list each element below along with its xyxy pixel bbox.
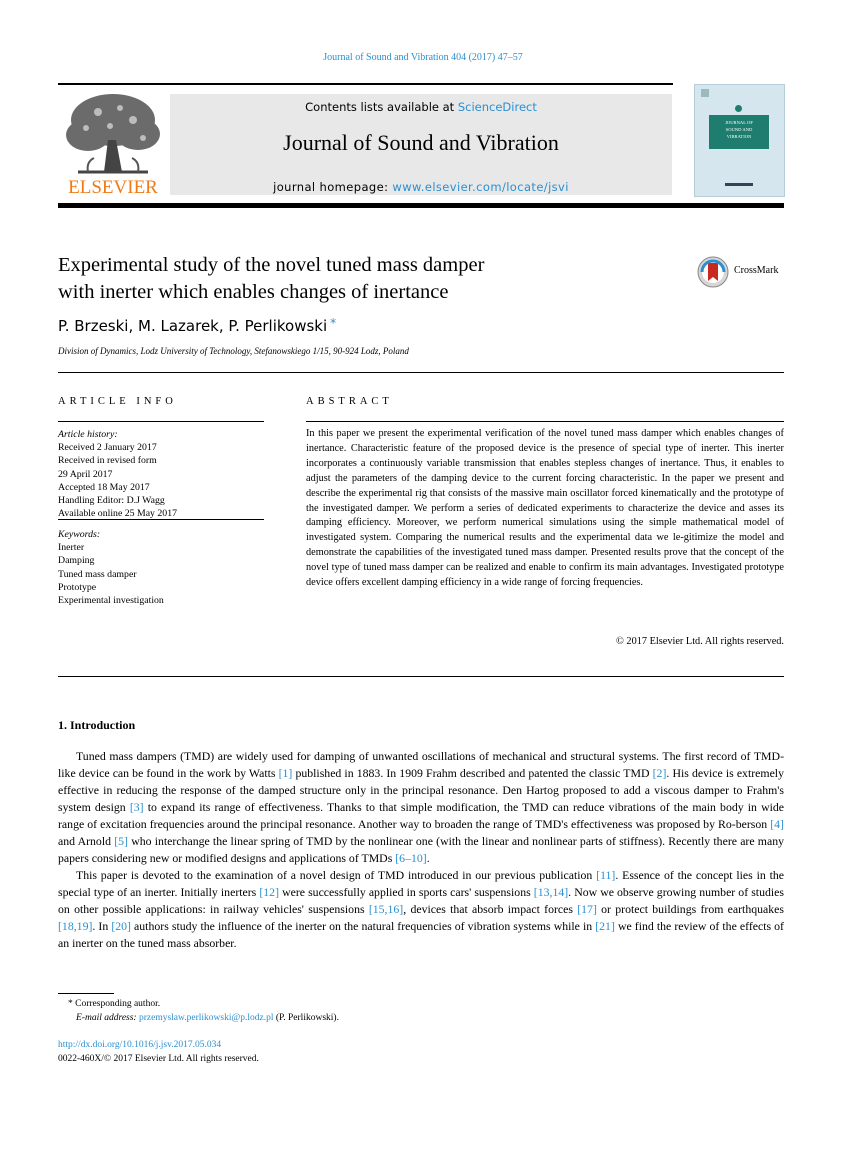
article-info-rule	[58, 519, 264, 520]
homepage-link[interactable]: www.elsevier.com/locate/jsvi	[392, 180, 569, 194]
introduction-paragraph	[58, 867, 784, 952]
corresponding-author-note	[58, 998, 758, 1012]
issn-line: 0022-460X/© 2017 Elsevier Ltd. All rights reserved.	[58, 1054, 259, 1064]
paragraph-text: to expand its range of effectiveness. Thanks to that simple modification, the TMD can reduce vibrations of the main body in wide range of excitation frequencies around the principal resonance. Another way to broaden the range of TMD's effectiveness was proposed by Ro-berson	[58, 800, 784, 831]
introduction-body	[58, 748, 784, 952]
reference-link[interactable]: [5]	[114, 834, 128, 848]
history-item: Handling Editor: D.J Wagg	[58, 495, 165, 507]
reference-link[interactable]: [20]	[111, 919, 131, 933]
introduction-paragraph	[58, 748, 784, 867]
elsevier-tree-icon	[58, 90, 168, 198]
paragraph-text: and Arnold	[58, 834, 115, 848]
history-label: Article history:	[58, 429, 118, 440]
sciencedirect-link[interactable]: ScienceDirect	[457, 100, 537, 114]
abstract-text: In this paper we present the experimental verification of the novel tuned mass damper which enables changes of inertance. Characteristic feature of the proposed device is the presence of special type of inerter. This inerter incorporates a continuously variable transmission that enables stepless changes of inertance. Thus, it enables to adjust the parameters of the damping device to the current forcing characteristic. In the paper we present and describe the experimental rig that consists of the massive main oscillator forced kinematically and the prototype of the investigated damper. We perform a series of dedicated experiments to characterize the device and asses its damping efficiency. Moreover, we perform numerical simulations using the simple mathematical model of investigated system. Comparing the numerical results and the experimental data we le-gitimize the model and demonstrate the capabilities of the investigated tuned mass damper. Presented results prove that the concept of the novel type of tuned mass damper can be realized and enable to confirm its main advantages. Investigated prototype device offers excellent damping efficiency in a wide range of forcing frequencies.	[306, 428, 784, 589]
header-bottom-rule	[58, 203, 784, 208]
paper-title-line: Experimental study of the novel tuned mass damper	[58, 254, 485, 276]
reference-link[interactable]: [6–10]	[395, 851, 427, 865]
history-item: 29 April 2017	[58, 468, 113, 480]
reference-link[interactable]: [4]	[770, 817, 784, 831]
reference-link[interactable]: [13,14]	[533, 885, 569, 899]
contents-line	[170, 100, 672, 114]
cover-title-line: JOURNAL OF	[725, 120, 753, 125]
footnote-rule	[58, 993, 114, 994]
paragraph-text: we find the review of the effects of an inerter on the tuned mass absorber.	[58, 919, 784, 950]
article-history	[58, 428, 264, 520]
keywords	[58, 528, 264, 607]
reference-link[interactable]: [17]	[577, 902, 597, 916]
header-top-rule	[58, 83, 673, 85]
paper-title	[58, 252, 658, 306]
abstract-copyright: © 2017 Elsevier Ltd. All rights reserved.	[616, 636, 784, 647]
affiliation: Division of Dynamics, Lodz University of Technology, Stefanowskiego 1/15, 90-924 Lodz, Poland	[58, 346, 409, 356]
paragraph-text: . Essence of the concept lies in the special type of an inerter. Initially inerters	[58, 868, 784, 899]
email-suffix: (P. Perlikowski).	[273, 1012, 339, 1023]
paragraph-text: authors study the influence of the inerter on the natural frequencies of vibration systems while in	[130, 919, 596, 933]
article-info-rule	[58, 421, 264, 422]
keyword-item: Prototype	[58, 581, 97, 593]
keyword-item: Tuned mass damper	[58, 568, 137, 580]
section-heading-introduction: 1. Introduction	[58, 718, 136, 732]
crossmark-icon	[697, 256, 731, 288]
cover-title-line: SOUND AND	[725, 127, 753, 132]
article-info-heading: ARTICLE INFO	[58, 396, 177, 407]
author-list	[58, 316, 336, 335]
abstract-heading: ABSTRACT	[306, 396, 393, 407]
paragraph-text: . His device is extremely effective in reducing the response of the damped structure only in the principal resonance. Den Hartog proposed to add a viscous damper to Frahm's system design	[58, 766, 784, 814]
paragraph-text: published in 1883. In 1909 Frahm described and patented the classic TMD	[292, 766, 653, 780]
contents-prefix: Contents lists available at	[305, 100, 458, 114]
corresponding-label: Corresponding author.	[72, 999, 161, 1009]
reference-link[interactable]: [1]	[278, 766, 293, 780]
reference-link[interactable]: [15,16]	[368, 902, 404, 916]
keyword-item: Damping	[58, 555, 95, 567]
cover-logo-icon	[701, 89, 709, 97]
footnote	[58, 998, 758, 1025]
doi-block	[58, 1038, 259, 1066]
cover-publisher-mark	[725, 183, 753, 186]
paper-title-line: with inerter which enables changes of inertance	[58, 281, 449, 303]
reference-link[interactable]: [11]	[596, 868, 616, 882]
corresponding-author-mark[interactable]: *	[330, 316, 337, 330]
footnote-mark: *	[68, 999, 73, 1009]
email-link[interactable]: przemyslaw.perlikowski@p.lodz.pl	[138, 1012, 274, 1023]
paragraph-text: . In	[92, 919, 112, 933]
paragraph-text: or protect buildings from earthquakes	[596, 902, 784, 916]
elsevier-logo[interactable]	[58, 90, 168, 198]
section-rule	[58, 676, 784, 677]
journal-title: Journal of Sound and Vibration	[283, 130, 559, 155]
reference-link[interactable]: [21]	[595, 919, 615, 933]
reference-link[interactable]: [12]	[259, 885, 280, 899]
history-item: Received in revised form	[58, 455, 157, 467]
paragraph-text: , devices that absorb impact forces	[403, 902, 578, 916]
paragraph-text: . Now we observe growing number of studies on other possible applications: in railway vehicles' suspensions	[58, 885, 784, 916]
doi-link[interactable]: http://dx.doi.org/10.1016/j.jsv.2017.05.034	[58, 1040, 222, 1050]
paragraph-text: were successfully applied in sports cars' suspensions	[279, 885, 534, 899]
history-item: Accepted 18 May 2017	[58, 481, 150, 493]
journal-header-box	[170, 94, 672, 195]
journal-citation[interactable]: Journal of Sound and Vibration 404 (2017) 47–57	[323, 52, 523, 63]
keywords-label: Keywords:	[58, 529, 101, 540]
paragraph-text: Tuned mass dampers (TMD) are widely used for damping of unwanted oscillations of mechanical and structural systems. The first record of TMD-like device can be found in the work by Watts	[58, 749, 784, 780]
reference-link[interactable]: [3]	[129, 800, 144, 814]
paragraph-text: .	[426, 851, 430, 865]
paragraph-text: who interchange the linear spring of TMD by the nonlinear one (with the linear and nonlinear parts of stiffness). Recently there are many papers considering new or modified designs and applications of TMDs	[58, 834, 785, 865]
svg-text:ELSEVIER: ELSEVIER	[68, 177, 158, 198]
history-item: Available online 25 May 2017	[58, 508, 177, 520]
keyword-item: Experimental investigation	[58, 595, 164, 607]
cover-emblem-icon	[735, 105, 742, 112]
authors-names: P. Brzeski, M. Lazarek, P. Perlikowski	[58, 317, 328, 335]
paragraph-text: This paper is devoted to the examination of a novel design of TMD introduced in our previous publication	[76, 868, 597, 882]
history-item: Received 2 January 2017	[58, 442, 157, 454]
homepage-prefix: journal homepage:	[273, 180, 393, 194]
cover-title-line: VIBRATION	[726, 134, 752, 139]
reference-link[interactable]: [18,19]	[58, 919, 93, 933]
section-rule	[58, 372, 784, 373]
crossmark-label: CrossMark	[734, 265, 779, 276]
abstract-rule	[306, 421, 784, 422]
crossmark-badge[interactable]	[697, 256, 787, 288]
keyword-item: Inerter	[58, 542, 85, 554]
homepage-line	[170, 180, 672, 194]
email-note	[58, 1012, 758, 1026]
journal-cover-image[interactable]	[694, 84, 785, 197]
cover-title-panel	[709, 115, 769, 149]
email-label: E-mail address:	[76, 1012, 139, 1023]
reference-link[interactable]: [2]	[652, 766, 667, 780]
